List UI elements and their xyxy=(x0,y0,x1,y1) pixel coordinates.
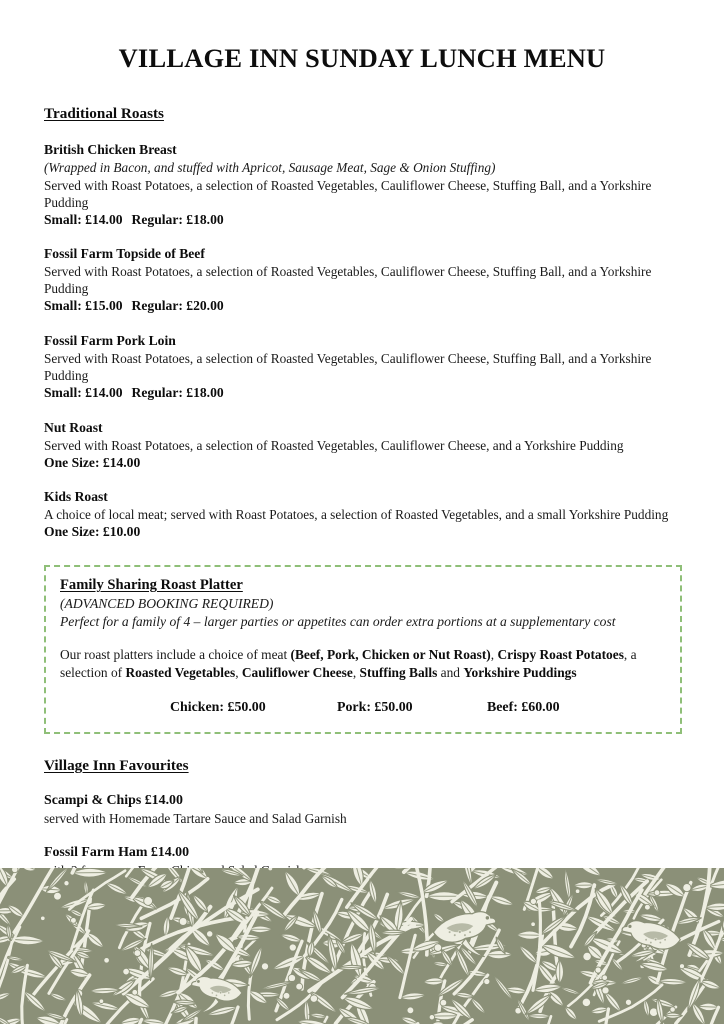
item-description: Served with Roast Potatoes, a selection of Roasted Vegetables, Cauliflower Cheese, Stuffing Ball, and a Yorkshire Pudding xyxy=(44,351,652,384)
price-small: Small: £14.00 xyxy=(44,385,123,401)
item-name: Fossil Farm Pork Loin xyxy=(44,333,176,349)
platter-includes-text xyxy=(60,646,666,681)
includes-part: , xyxy=(490,647,498,663)
page-title: VILLAGE INN SUNDAY LUNCH MENU xyxy=(118,43,606,73)
item-price xyxy=(44,297,680,315)
platter-prices-row xyxy=(60,700,666,719)
item-name: Kids Roast xyxy=(44,489,108,505)
price-one-size: One Size: £14.00 xyxy=(44,454,141,470)
includes-stuffing-balls: Stuffing Balls xyxy=(359,664,438,680)
includes-yorkshire-puddings: Yorkshire Puddings xyxy=(463,664,577,680)
item-name: Nut Roast xyxy=(44,419,103,435)
item-description: served with Homemade Tartare Sauce and Salad Garnish xyxy=(44,810,347,826)
item-description: Served with Roast Potatoes, a selection of Roasted Vegetables, Cauliflower Cheese, Stuffing Ball, and a Yorkshire Pudding xyxy=(44,264,652,297)
price-regular: Regular: £18.00 xyxy=(131,211,224,227)
item-description: A choice of local meat; served with Roast Potatoes, a selection of Roasted Vegetables, and a small Yorkshire Pudding xyxy=(44,507,669,523)
platter-title: Family Sharing Roast Platter xyxy=(60,577,243,594)
platter-tagline: Perfect for a family of 4 – larger parties or appetites can order extra portions at a supplementary cost xyxy=(60,614,616,630)
price-regular: Regular: £18.00 xyxy=(131,385,224,401)
list-item xyxy=(44,792,680,827)
list-item xyxy=(44,246,680,315)
price-small: Small: £14.00 xyxy=(44,211,123,227)
item-description: Served with Roast Potatoes, a selection of Roasted Vegetables, Cauliflower Cheese, and a Yorkshire Pudding xyxy=(44,437,624,453)
includes-vegetables: Roasted Vegetables xyxy=(125,664,236,680)
includes-part: and xyxy=(437,664,464,680)
family-sharing-platter-box xyxy=(44,565,682,734)
platter-price-beef: Beef: £60.00 xyxy=(487,700,560,716)
traditional-roasts-list xyxy=(44,142,680,541)
includes-meat-choices: (Beef, Pork, Chicken or Nut Roast) xyxy=(290,647,491,663)
item-price xyxy=(44,523,680,541)
platter-booking-note: (ADVANCED BOOKING REQUIRED) xyxy=(60,596,274,612)
includes-part: , xyxy=(235,664,242,680)
list-item xyxy=(44,420,680,472)
section-heading-village-inn-favourites: Village Inn Favourites xyxy=(44,757,189,775)
list-item xyxy=(44,333,680,402)
item-price xyxy=(44,384,680,402)
price-one-size: One Size: £10.00 xyxy=(44,524,141,540)
section-heading-traditional-roasts: Traditional Roasts xyxy=(44,105,164,123)
item-name: British Chicken Breast xyxy=(44,142,177,158)
platter-price-pork: Pork: £50.00 xyxy=(337,700,413,716)
item-price xyxy=(44,454,680,472)
includes-cauliflower-cheese: Cauliflower Cheese xyxy=(241,664,353,680)
includes-part: , a selection of xyxy=(60,647,637,680)
includes-part: Our roast platters include a choice of meat xyxy=(60,647,291,663)
item-subtitle: (Wrapped in Bacon, and stuffed with Apricot, Sausage Meat, Sage & Onion Stuffing) xyxy=(44,160,496,176)
list-item xyxy=(44,142,680,228)
price-regular: Regular: £20.00 xyxy=(131,298,224,314)
list-item xyxy=(44,489,680,541)
item-name: Fossil Farm Topside of Beef xyxy=(44,246,205,262)
item-name: Scampi & Chips £14.00 xyxy=(44,793,183,809)
menu-content xyxy=(44,0,680,931)
item-description: Served with Roast Potatoes, a selection of Roasted Vegetables, Cauliflower Cheese, Stuffing Ball, and a Yorkshire Pudding xyxy=(44,177,652,210)
footer-foliage-pattern xyxy=(0,868,724,1024)
platter-price-chicken: Chicken: £50.00 xyxy=(170,700,266,716)
item-price xyxy=(44,211,680,229)
includes-part: , xyxy=(352,664,360,680)
item-name: Fossil Farm Ham £14.00 xyxy=(44,844,190,860)
includes-potatoes: Crispy Roast Potatoes xyxy=(497,647,624,663)
price-small: Small: £15.00 xyxy=(44,298,123,314)
